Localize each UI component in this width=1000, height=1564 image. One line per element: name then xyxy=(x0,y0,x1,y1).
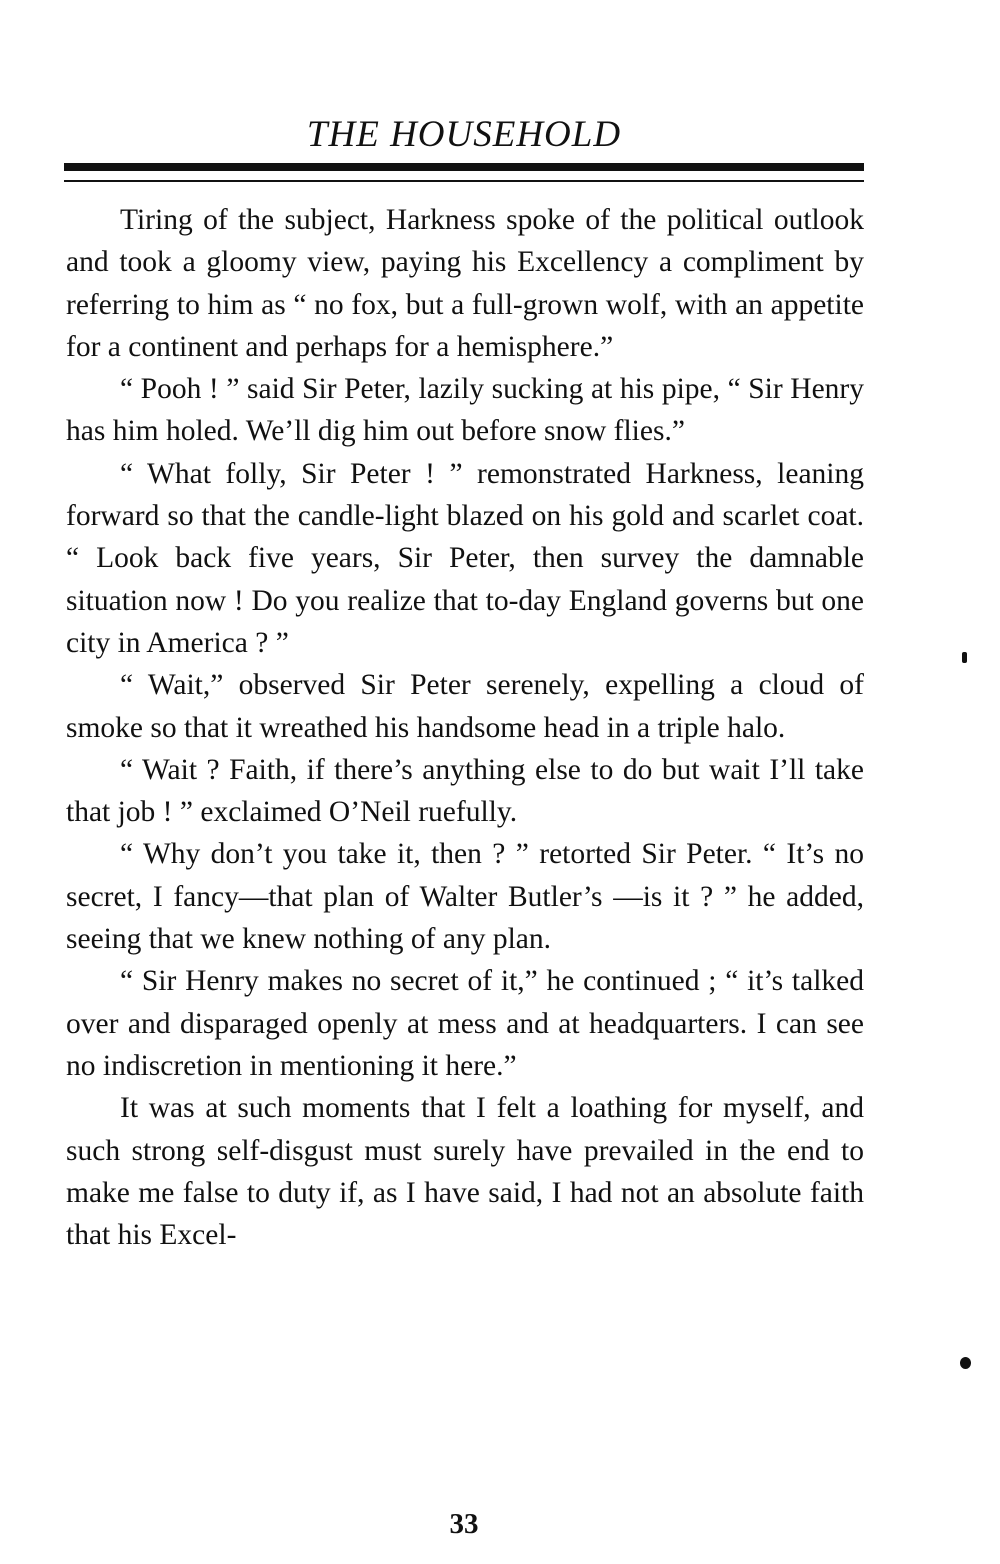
paragraph: “ Wait,” observed Sir Peter serenely, expelling a cloud of smoke so that it wreathed his handsome head in a triple halo. xyxy=(66,669,864,744)
ink-speck xyxy=(960,1357,971,1369)
body-text xyxy=(66,199,864,1256)
ink-speck xyxy=(962,652,967,663)
header-rule-thick xyxy=(64,163,864,171)
paragraph: “ Pooh ! ” said Sir Peter, lazily sucking at his pipe, “ Sir Henry has him holed. We’ll dig him out before snow flies.” xyxy=(66,373,864,448)
paragraph: It was at such moments that I felt a loathing for myself, and such strong self-disgust must surely have prevailed in the end to make me false to duty if, as I have said, I had not an absolute faith that his Excel- xyxy=(66,1092,864,1252)
paragraph: “ Sir Henry makes no secret of it,” he continued ; “ it’s talked over and disparaged openly at mess and at headquarters. I can see no indiscretion in mentioning it here.” xyxy=(66,965,864,1082)
paragraph: “ What folly, Sir Peter ! ” remonstrated Harkness, leaning forward so that the candle-light blazed on his gold and scarlet coat. “ Look back five years, Sir Peter, then survey the damnable situation now ! Do you realize that to-day England governs but one city in America ? ” xyxy=(66,457,864,659)
running-head: THE HOUSEHOLD xyxy=(306,114,622,155)
paragraph: “ Why don’t you take it, then ? ” retorted Sir Peter. “ It’s no secret, I fancy—that plan of Walter Butler’s —is it ? ” he added, seeing that we knew nothing of any plan. xyxy=(66,838,864,956)
paragraph: Tiring of the subject, Harkness spoke of the political outlook and took a gloomy view, paying his Excellency a compliment by referring to him as “ no fox, but a full-grown wolf, with an appetite for a continent and perhaps for a hemisphere.” xyxy=(66,204,864,363)
page-number: 33 xyxy=(449,1508,479,1540)
header-rule-thin xyxy=(64,180,864,182)
paragraph: “ Wait ? Faith, if there’s anything else to do but wait I’ll take that job ! ” exclaimed O’Neil ruefully. xyxy=(66,753,864,829)
